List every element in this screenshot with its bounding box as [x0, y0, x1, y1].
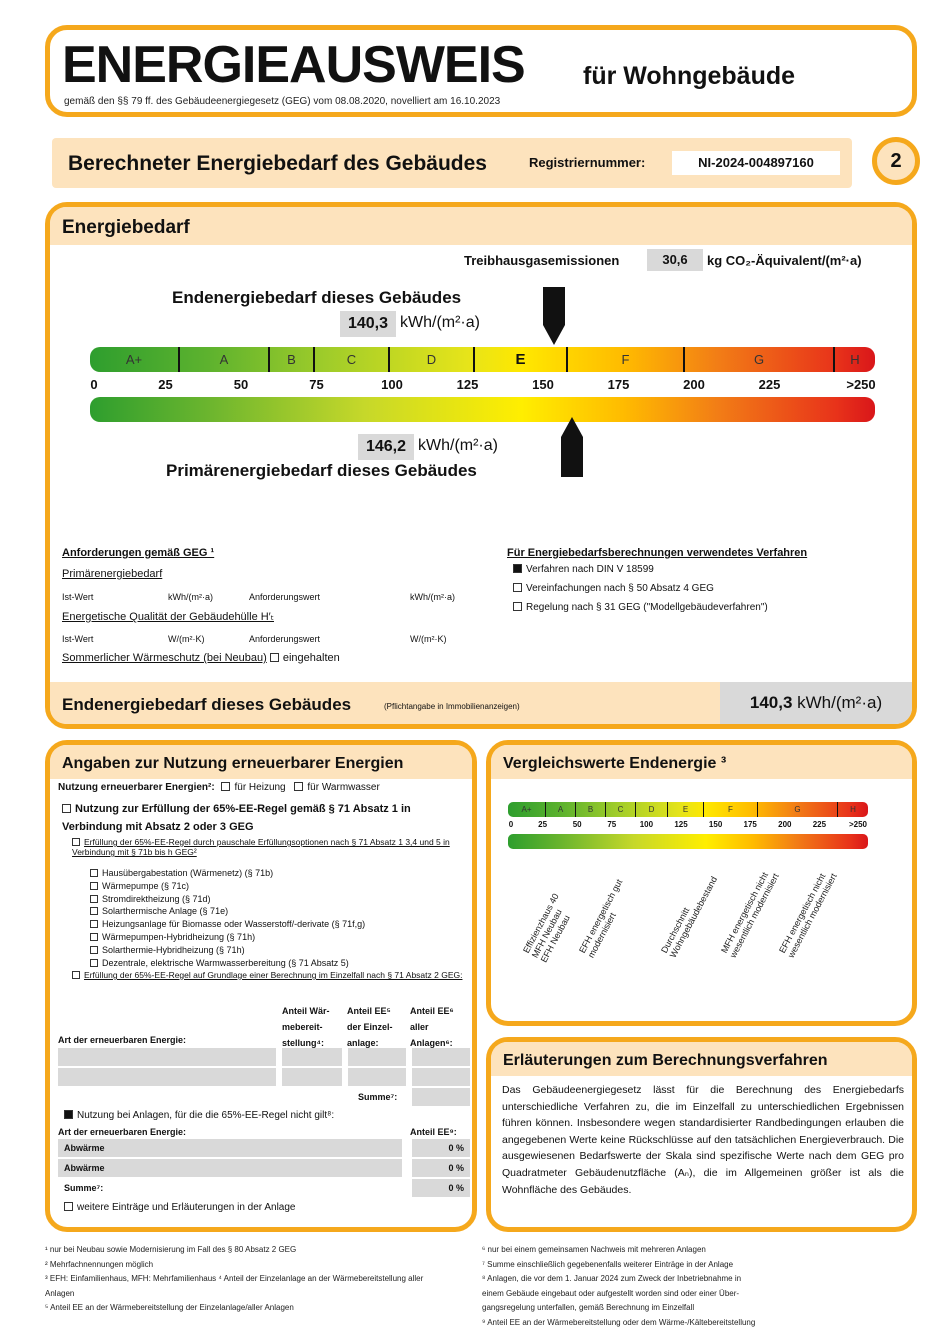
- footnote-left-2: ³ EFH: Einfamilienhaus, MFH: Mehrfamilienhaus ⁴ Anteil der Einzelanlage an der Wärmebereitstellung aller: [45, 1274, 424, 1283]
- ghg-label: Treibhausgasemissionen: [464, 253, 620, 268]
- comparison-tick-8: 200: [778, 820, 792, 829]
- renewable-option-label-2: Stromdirektheizung (§ 71d): [102, 893, 211, 904]
- scale-tick-8: 200: [683, 377, 705, 392]
- comparison-class-scale: [508, 802, 868, 817]
- option2-label: Erfüllung der 65%-EE-Regel auf Grundlage einer Berechnung im Einzelfall nach § 71 Absatz 2 GEG:: [84, 970, 463, 980]
- renewables-usage-label: Nutzung erneuerbarer Energien²:: [58, 782, 215, 793]
- end-energy-summary-note: (Pflichtangabe in Immobilienanzeigen): [384, 702, 520, 711]
- renewables-heading: Angaben zur Nutzung erneuerbarer Energien: [62, 755, 404, 772]
- anforderungswert-label-2: Anforderungswert: [249, 634, 321, 644]
- comparison-heading: Vergleichswerte Endenergie ³: [503, 755, 727, 772]
- not65-checkbox[interactable]: [64, 1110, 73, 1119]
- table1-col-3: Anteil EE⁶ aller Anlagen⁶:: [410, 1006, 454, 1048]
- section-bar: [52, 138, 852, 188]
- table2-cell-art-2: Abwärme: [58, 1159, 402, 1177]
- class-scale-ticks: [90, 377, 875, 395]
- method-label-3: Regelung nach § 31 GEG ("Modellgebäudeverfahren"): [526, 602, 768, 613]
- table2-cell-ee-1: 0 %: [412, 1139, 470, 1157]
- footnote-left-4: ⁵ Anteil EE an der Wärmebereitstellung der Einzelanlage/aller Anlagen: [45, 1303, 294, 1312]
- comparison-box: [486, 740, 917, 1026]
- renewable-option-label-5: Wärmepumpen-Hybridheizung (§ 71h): [102, 931, 256, 942]
- energiebedarf-heading-bar: [50, 207, 912, 245]
- footnote-right-2: ⁸ Anlagen, die vor dem 1. Januar 2024 zum Zweck der Inbetriebnahme in: [482, 1274, 742, 1283]
- comparison-tick-10: >250: [848, 820, 868, 829]
- comparison-class-c: C: [606, 802, 636, 817]
- section-bar-heading: Berechneter Energiebedarf des Gebäudes: [68, 152, 487, 175]
- renewable-option-checkbox-0[interactable]: [90, 869, 98, 877]
- comparison-label-2: Durchschnitt Wohngebäudebestand: [659, 874, 720, 960]
- anforderungswert-label: Anforderungswert: [249, 592, 321, 602]
- renewable-option-label-4: Heizungsanlage für Biomasse oder Wasserstoff/-derivate (§ 71f,g): [102, 919, 366, 930]
- table1-sum-cell[interactable]: [412, 1088, 470, 1106]
- renewable-option-checkbox-1[interactable]: [90, 882, 98, 890]
- renewable-option-checkbox-6[interactable]: [90, 946, 98, 954]
- comparison-label-1: EFH energetisch gut modernisiert: [577, 877, 625, 960]
- comparison-class-b: B: [576, 802, 606, 817]
- method-label-2: Vereinfachungen nach § 50 Absatz 4 GEG: [526, 583, 714, 594]
- class-label-d: D: [390, 347, 475, 372]
- end-energy-summary-label: Endenergiebedarf dieses Gebäudes: [62, 695, 352, 714]
- method-option-2: [513, 583, 714, 594]
- further-entries-label: weitere Einträge und Erläuterungen in der Anlage: [77, 1202, 296, 1213]
- table1-sum-label: Summe⁷:: [358, 1092, 398, 1102]
- end-energy-arrow: [543, 287, 565, 347]
- scale-tick-5: 125: [456, 377, 479, 392]
- further-entries-checkbox[interactable]: [64, 1202, 73, 1211]
- primary-energy-value: 146,2: [358, 434, 414, 460]
- primary-energy-scale: [90, 397, 875, 422]
- renewables-usage-row: [58, 782, 380, 793]
- method-checkbox-2[interactable]: [513, 583, 522, 592]
- scale-tick-10: >250: [846, 377, 876, 392]
- option1-row: [72, 837, 452, 857]
- footnote-right-3: einem Gebäude eingebaut oder aufgestellt worden sind oder einer Über-: [482, 1288, 740, 1298]
- scale-tick-4: 100: [381, 377, 403, 392]
- header-box: [45, 25, 917, 117]
- document-subtitle: gemäß den §§ 79 ff. des Gebäudeenergiegesetz (GEG) vom 08.08.2020, novelliert am 16.10.2023: [64, 96, 501, 107]
- energiebedarf-box: [45, 202, 917, 729]
- warm-water-label: für Warmwasser: [307, 782, 380, 793]
- not65-label: Nutzung bei Anlagen, für die die 65%-EE-Regel nicht gilt⁸:: [77, 1110, 335, 1121]
- table1-cell-art-2[interactable]: [58, 1068, 276, 1086]
- summer-protection-checkbox[interactable]: [270, 653, 279, 662]
- comparison-tick-3: 75: [607, 820, 617, 829]
- renewable-options-list: [90, 867, 450, 969]
- efficiency-class-scale: [90, 347, 875, 372]
- end-energy-summary-value-box: [720, 682, 912, 724]
- requirements-ist-1: [62, 592, 482, 602]
- comparison-tick-0: 0: [508, 820, 514, 829]
- anforderungswert-unit-2: W/(m²·K): [410, 634, 447, 644]
- class-label-b: B: [270, 347, 315, 372]
- explanation-heading: Erläuterungen zum Berechnungsverfahren: [503, 1052, 828, 1069]
- renewable-option-label-3: Solarthermische Anlage (§ 71e): [102, 906, 229, 917]
- page-number: 2: [890, 150, 902, 172]
- primary-energy-label: Primärenergiebedarf dieses Gebäudes: [166, 461, 477, 480]
- ist-wert-label-2: Ist-Wert: [62, 634, 94, 644]
- primary-energy-unit: kWh/(m²·a): [418, 437, 498, 454]
- comparison-class-g: G: [758, 802, 838, 817]
- table1-col-1: Anteil Wär- mebereit- stellung⁴:: [282, 1006, 330, 1048]
- comparison-label-0: Effizienzhaus 40 MFH Neubau EFH Neubau: [521, 891, 572, 965]
- explanation-text: Das Gebäudeenergiegesetz lässt für die Berechnung des Energiebedarfs unterschiedliche Verfahren zu, die im Einzelfall zu unterschiedlichen Ergebnissen führen können. Insbesondere wegen standardisierter Randbedingungen erlauben die angegebenen Werte keine Rückschlüsse auf den tatsächlichen Energieverbrauch. Die ausgewiesenen Bedarfswerte der Skala sind spezifische Werte nach dem GEG pro Quadratmeter Gebäudenutzfläche (Aₙ), die im Allgemeinen größer ist als die Wohnfläche des Gebäudes.: [502, 1084, 904, 1196]
- energiebedarf-heading: Energiebedarf: [62, 217, 190, 238]
- ist-wert-label: Ist-Wert: [62, 592, 94, 602]
- comparison-tick-2: 50: [572, 820, 582, 829]
- renewable-option-label-0: Hausübergabestation (Wärmenetz) (§ 71b): [102, 868, 274, 878]
- summer-protection-label: Sommerlicher Wärmeschutz (bei Neubau): [62, 652, 267, 664]
- renewable-option-checkbox-3[interactable]: [90, 907, 98, 915]
- table2-cell-art-1: Abwärme: [58, 1139, 402, 1157]
- class-label-aplus: A+: [90, 347, 180, 372]
- ist-wert-unit: kWh/(m²·a): [168, 592, 213, 602]
- comparison-class-d: D: [636, 802, 668, 817]
- method-option-1: [513, 564, 654, 575]
- comparison-label-3: MFH energetisch nicht wesentlich modernisiert: [719, 870, 781, 960]
- ghg-unit: kg CO₂-Äquivalent/(m²·a): [707, 253, 862, 268]
- scale-tick-2: 50: [233, 377, 249, 392]
- renewables-heading-bar: [50, 745, 472, 779]
- comparison-class-h: H: [850, 805, 856, 814]
- scale-tick-6: 150: [532, 377, 554, 392]
- table2-cell-ee-2: 0 %: [412, 1159, 470, 1177]
- end-energy-summary-unit: kWh/(m²·a): [797, 693, 883, 712]
- footnote-left-0: ¹ nur bei Neubau sowie Modernisierung im Fall des § 80 Absatz 2 GEG: [45, 1245, 297, 1254]
- comparison-gradient: [508, 834, 868, 849]
- scale-tick-9: 225: [758, 377, 781, 392]
- class-label-c: C: [315, 347, 390, 372]
- explanation-box: [486, 1037, 917, 1232]
- renewable-option-3: [90, 905, 450, 918]
- class-label-f: F: [568, 347, 685, 372]
- anforderungswert-unit: kWh/(m²·a): [410, 592, 455, 602]
- table2-row-1: [58, 1139, 472, 1157]
- comparison-tick-9: 225: [812, 820, 827, 829]
- comparison-class-e: E: [668, 802, 704, 817]
- heating-label: für Heizung: [234, 782, 286, 793]
- renewable-option-2: [90, 893, 450, 906]
- method-option-3: [513, 602, 768, 613]
- heating-checkbox[interactable]: [221, 782, 230, 791]
- footnote-right-4: gangsregelung unterfallen, gemäß Berechnung im Einzelfall: [482, 1303, 695, 1312]
- comparison-tick-4: 100: [639, 820, 654, 829]
- footnote-right-1: ⁷ Summe einschließlich gegebenenfalls weiterer Einträge in der Anlage: [482, 1259, 734, 1269]
- renewable-option-checkbox-4[interactable]: [90, 920, 98, 928]
- table1-row-1: [58, 1048, 472, 1066]
- further-entries-row: [64, 1202, 295, 1213]
- footnotes-right: [482, 1243, 912, 1330]
- class-label-e: E: [475, 347, 568, 372]
- document-title-suffix: für Wohngebäude: [583, 62, 796, 90]
- comparison-class-a: A: [546, 802, 576, 817]
- requirements-heading: Anforderungen gemäß GEG ¹: [62, 547, 215, 559]
- table1-cell-art-1[interactable]: [58, 1048, 276, 1066]
- end-energy-summary-value: 140,3: [749, 693, 793, 712]
- scale-tick-3: 75: [309, 377, 324, 392]
- page-number-badge: [872, 137, 920, 185]
- warm-water-checkbox[interactable]: [294, 782, 303, 791]
- footnote-left-3: Anlagen: [45, 1288, 75, 1298]
- option2-checkbox[interactable]: [72, 971, 80, 979]
- renewable-option-checkbox-5[interactable]: [90, 933, 98, 941]
- rule65-row: [62, 800, 462, 836]
- explanation-heading-bar: [491, 1042, 912, 1076]
- renewable-option-4: [90, 918, 450, 931]
- footnote-right-0: ⁶ nur bei einem gemeinsamen Nachweis mit mehreren Anlagen: [482, 1245, 706, 1254]
- renewable-option-5: [90, 931, 450, 944]
- summer-protection-row: [62, 652, 340, 664]
- table2-col-ee: Anteil EE⁹:: [410, 1127, 457, 1137]
- comparison-heading-bar: [491, 745, 912, 779]
- table1-col-art: Art der erneuerbaren Energie:: [58, 1035, 187, 1045]
- class-label-g: G: [685, 347, 835, 372]
- renewable-option-label-7: Dezentrale, elektrische Warmwasserbereitung (§ 71 Absatz 5): [102, 957, 349, 968]
- footnotes-left: [45, 1243, 475, 1316]
- class-label-h: H: [850, 352, 860, 367]
- ist-wert-unit-2: W/(m²·K): [168, 634, 205, 644]
- renewable-option-label-6: Solarthermie-Hybridheizung (§ 71h): [102, 944, 245, 955]
- footnote-right-5: ⁹ Anteil EE an der Wärmebereitstellung oder dem Wärme-/Kältebereitstellung: [482, 1317, 756, 1327]
- method-checkbox-1[interactable]: [513, 564, 522, 573]
- table1-cell-c1-1[interactable]: [282, 1048, 342, 1066]
- option1-label: Erfüllung der 65%-EE-Regel durch pauschale Erfüllungsoptionen nach § 71 Absatz 1 3,4 und 5 in Verbindung mit § 71b bis h GEG²: [72, 837, 450, 857]
- comparison-scale-ticks: [508, 820, 868, 832]
- table1-cell-c2-1[interactable]: [348, 1048, 406, 1066]
- table2-row-2: [58, 1159, 472, 1177]
- requirements-ist-2: [62, 634, 482, 644]
- document-title: ENERGIEAUSWEIS: [62, 36, 525, 94]
- scale-tick-1: 25: [158, 377, 173, 392]
- eingehalten-label: eingehalten: [282, 652, 340, 664]
- table1-cell-c2-2[interactable]: [348, 1068, 406, 1086]
- table1-cell-c3-2[interactable]: [412, 1068, 470, 1086]
- renewable-option-1: [90, 880, 450, 893]
- scale-tick-0: 0: [90, 377, 98, 392]
- comparison-class-aplus: A+: [508, 802, 546, 817]
- comparison-tick-6: 150: [708, 820, 723, 829]
- comparison-class-f: F: [704, 802, 758, 817]
- registration-label: Registriernummer:: [529, 155, 646, 170]
- method-checkbox-3[interactable]: [513, 602, 522, 611]
- end-energy-unit: kWh/(m²·a): [400, 314, 480, 331]
- comparison-tick-7: 175: [743, 820, 757, 829]
- renewable-option-label-1: Wärmepumpe (§ 71c): [102, 880, 190, 891]
- renewable-option-6: [90, 944, 450, 957]
- method-label-1: Verfahren nach DIN V 18599: [526, 564, 654, 575]
- requirements-primary: Primärenergiebedarf: [62, 568, 163, 580]
- scale-tick-7: 175: [607, 377, 630, 392]
- renewable-option-checkbox-7[interactable]: [90, 959, 98, 967]
- registration-number: NI-2024-004897160: [672, 151, 840, 175]
- table2-sum-label: Summe⁷:: [64, 1183, 104, 1193]
- ghg-value: 30,6: [647, 249, 703, 271]
- method-heading: Für Energiebedarfsberechnungen verwendetes Verfahren: [507, 547, 808, 559]
- end-energy-value: 140,3: [340, 311, 396, 337]
- table1-col-2: Anteil EE⁵ der Einzel- anlage:: [347, 1006, 393, 1048]
- renewable-option-checkbox-2[interactable]: [90, 895, 98, 903]
- comparison-tick-5: 125: [674, 820, 688, 829]
- rule65-label: Nutzung zur Erfüllung der 65%-EE-Regel gemäß § 71 Absatz 1 in Verbindung mit Absatz 2 oder 3 GEG: [62, 803, 411, 833]
- comparison-label-4: EFH energetisch nicht wesentlich modernisiert: [777, 871, 839, 960]
- table1-cell-c1-2[interactable]: [282, 1068, 342, 1086]
- table2-col-art: Art der erneuerbaren Energie:: [58, 1127, 187, 1137]
- not65-row: [64, 1110, 334, 1121]
- class-label-a: A: [180, 347, 270, 372]
- table2-sum-value: 0 %: [412, 1179, 470, 1197]
- option2-row: [72, 970, 472, 980]
- end-energy-summary-bar: [50, 682, 912, 724]
- primary-energy-arrow: [561, 417, 583, 477]
- footnote-left-1: ² Mehrfachnennungen möglich: [45, 1259, 154, 1269]
- renewable-option-7: [90, 957, 450, 970]
- renewable-option-0: [90, 867, 450, 880]
- renewables-box: [45, 740, 477, 1232]
- table1-cell-c3-1[interactable]: [412, 1048, 470, 1066]
- option1-checkbox[interactable]: [72, 838, 80, 846]
- rule65-checkbox[interactable]: [62, 804, 71, 813]
- end-energy-label: Endenergiebedarf dieses Gebäudes: [172, 288, 462, 307]
- comparison-tick-1: 25: [538, 820, 548, 829]
- table1-row-2: [58, 1068, 472, 1086]
- requirements-quality: Energetische Qualität der Gebäudehülle H′ₜ: [62, 611, 274, 623]
